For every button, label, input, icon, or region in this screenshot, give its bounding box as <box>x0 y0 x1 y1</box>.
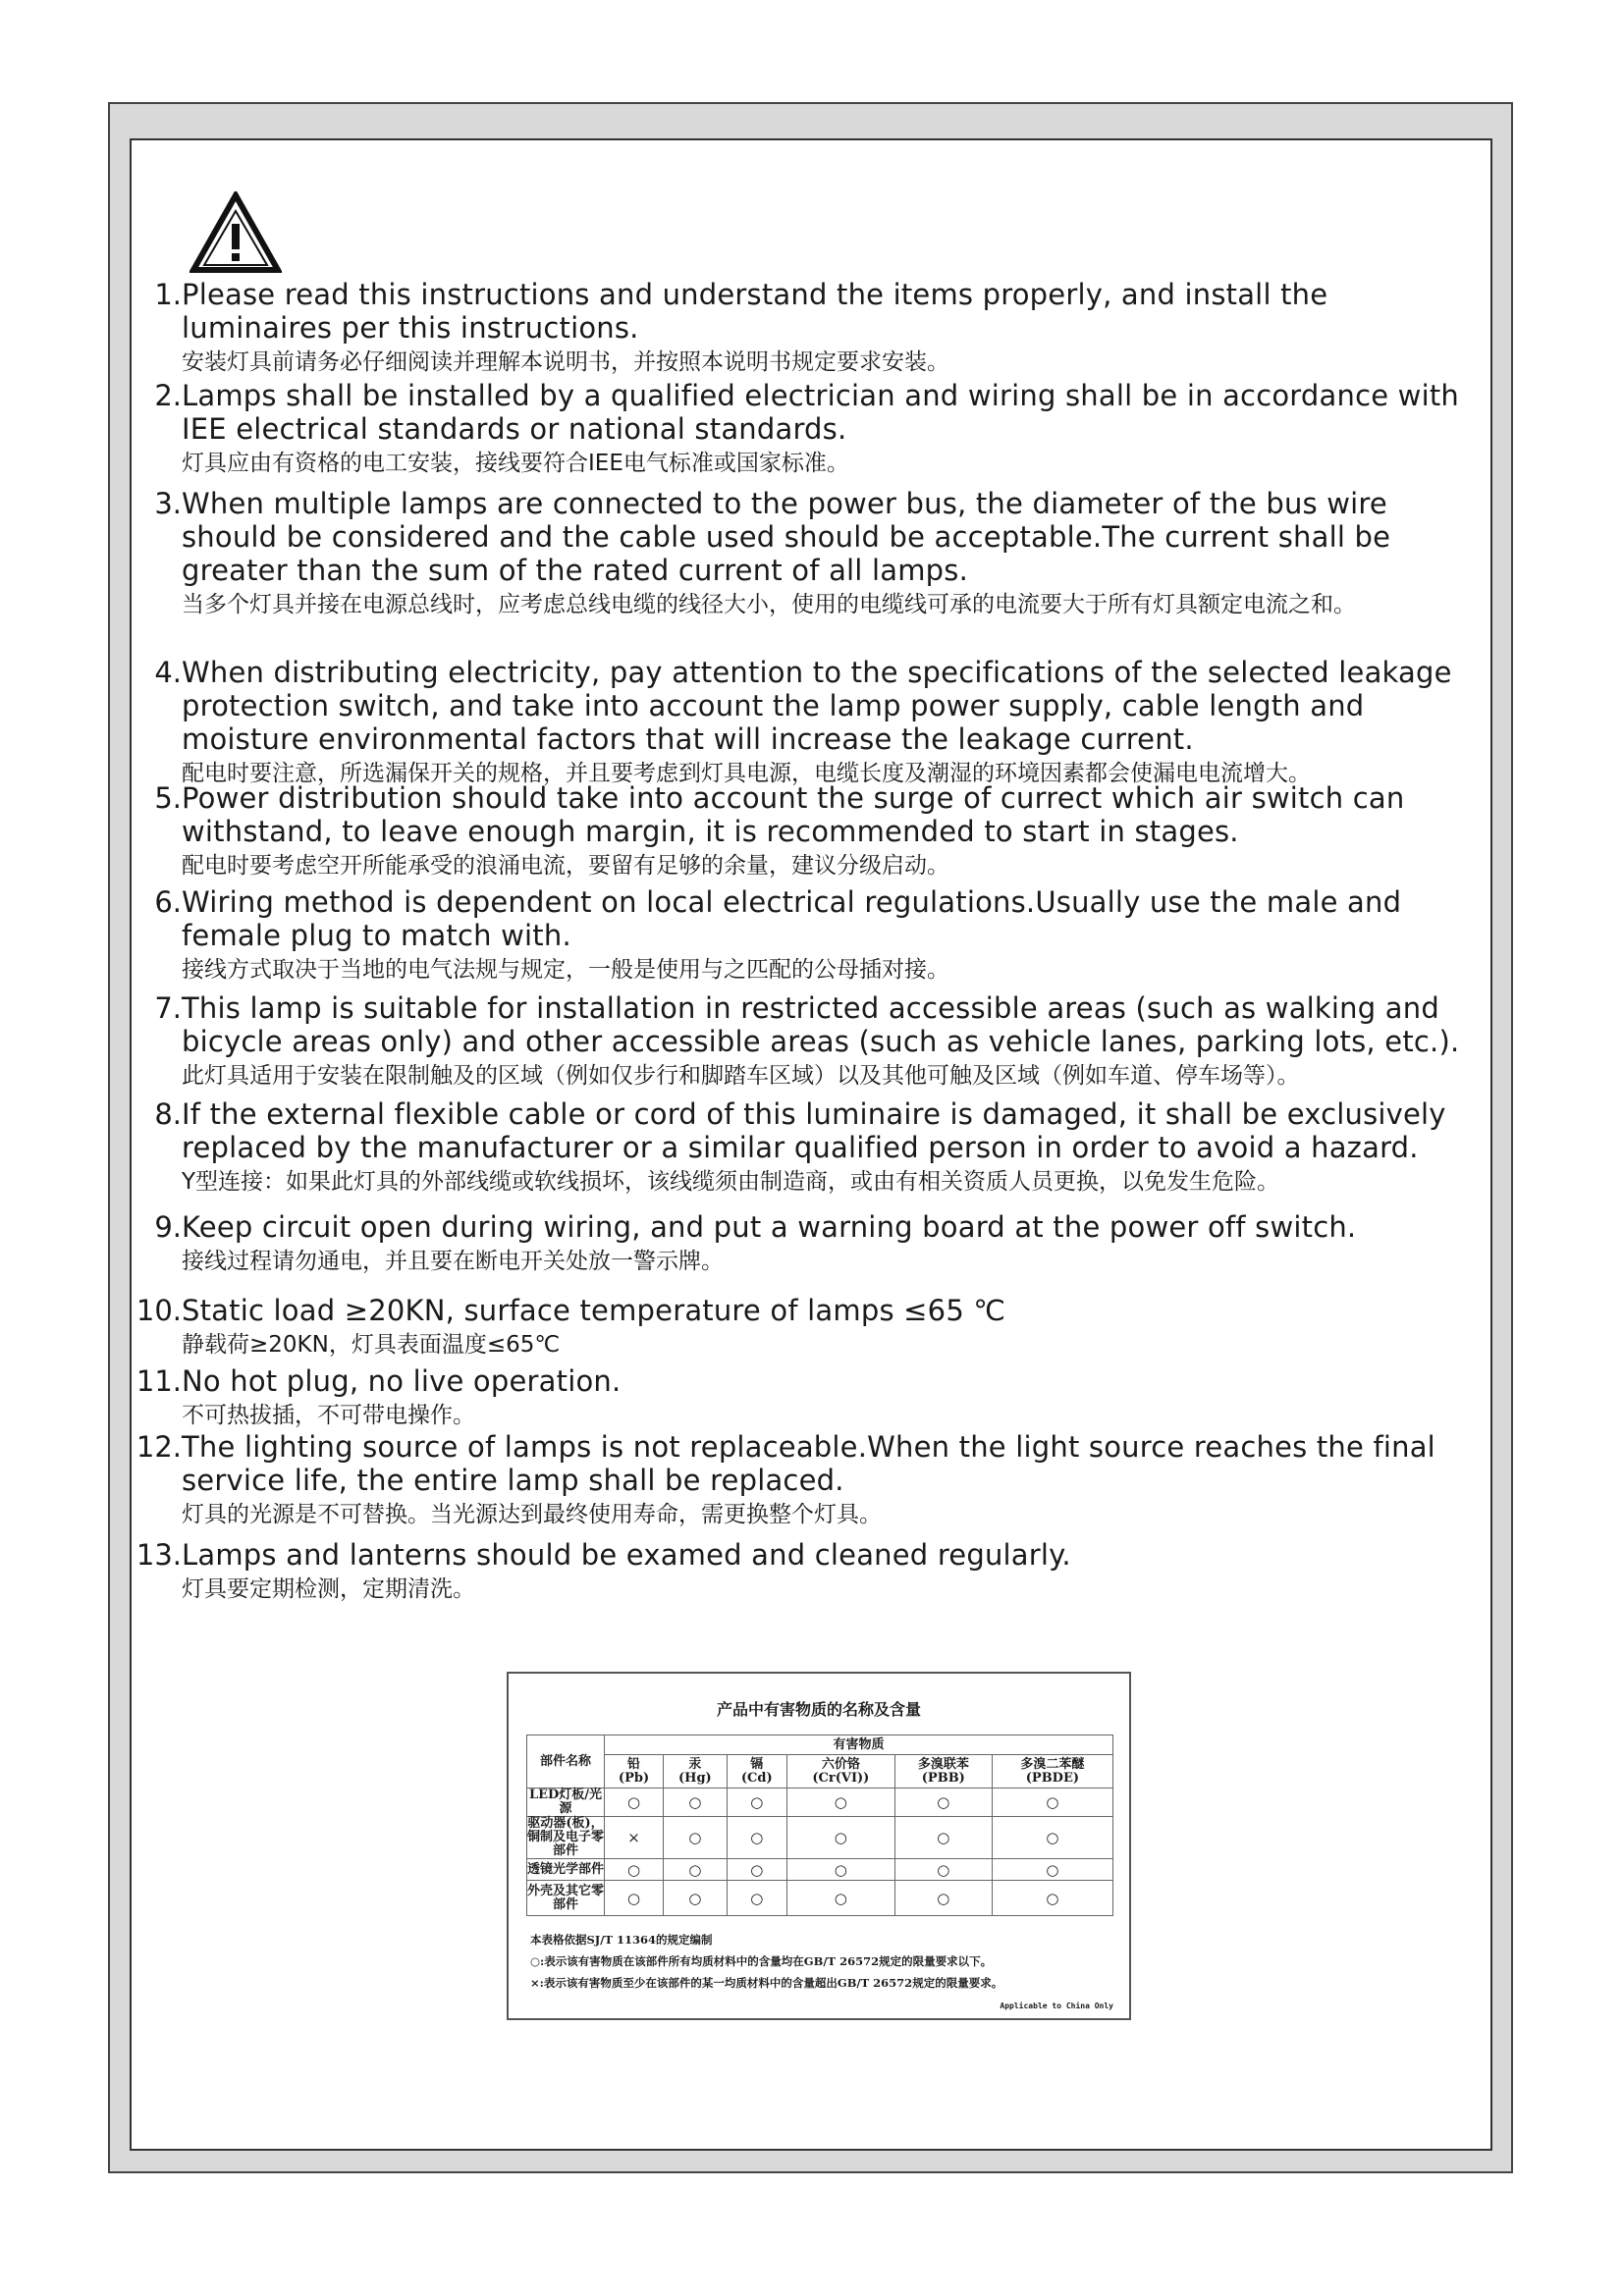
item-text-en: No hot plug, no live operation. <box>182 1364 622 1398</box>
item-text-en: Power distribution should take into account the surge of currect which air switch can withstand, to leave enough margin, it is recommended to start in stages. <box>182 781 1405 848</box>
mark-cell: ○ <box>786 1859 894 1881</box>
part-name-cell: LED灯板/光源 <box>527 1789 605 1817</box>
item-text-en: Keep circuit open during wiring, and put a warning board at the power off switch. <box>182 1210 1357 1244</box>
substance-header: 有害物质 <box>605 1735 1113 1755</box>
mark-cell: ○ <box>605 1859 664 1881</box>
mark-cell: ○ <box>894 1817 992 1859</box>
item-number: 12. <box>135 1430 182 1464</box>
substance-header-cell: 铅 (Pb) <box>605 1755 664 1789</box>
item-text-zh: 灯具要定期检测，定期清洗。 <box>182 1576 475 1602</box>
item-number: 11. <box>135 1364 182 1398</box>
part-name-cell: 驱动器(板)，铜制及电子零部件 <box>527 1816 605 1858</box>
table-row <box>527 1881 1113 1916</box>
mark-cell: ○ <box>664 1881 728 1916</box>
item-text-en: Wiring method is dependent on local electrical regulations.Usually use the male and female plug to match with. <box>182 885 1402 952</box>
item-number: 4. <box>154 656 182 689</box>
substance-header-cell: 多溴二苯醚 (PBDE) <box>992 1755 1112 1789</box>
mark-cell: ○ <box>894 1789 992 1817</box>
mark-cell: ○ <box>605 1789 664 1817</box>
substance-header-cell: 多溴联苯 (PBB) <box>894 1755 992 1789</box>
instruction-item-10 <box>135 1294 1483 1361</box>
part-header: 部件名称 <box>527 1735 605 1789</box>
instruction-item-7 <box>147 991 1483 1092</box>
item-text-zh: 安装灯具前请务必仔细阅读并理解本说明书，并按照本说明书规定要求安装。 <box>182 349 949 375</box>
item-text-zh: 灯具应由有资格的电工安装，接线要符合IEE电气标准或国家标准。 <box>182 451 849 476</box>
item-text-en: If the external flexible cable or cord of this luminaire is damaged, it shall be exclusively replaced by the manufacturer or a similar qualified person in order to avoid a hazard. <box>182 1097 1446 1164</box>
instruction-item-13 <box>135 1538 1483 1605</box>
table-notes <box>530 1929 1119 1994</box>
item-text-en: When distributing electricity, pay attention to the specifications of the selected leakage protection switch, and take into account the lamp power supply, cable length and moisture environmental factors that will increase the leakage current. <box>182 656 1452 756</box>
item-text-zh: 此灯具适用于安装在限制触及的区域（例如仅步行和脚踏车区域）以及其他可触及区域（例如车道、停车场等）。 <box>182 1063 1300 1089</box>
instruction-item-9 <box>147 1210 1483 1277</box>
item-text-zh: 不可热拔插，不可带电操作。 <box>182 1403 475 1428</box>
mark-cell: ○ <box>786 1817 894 1859</box>
instruction-item-11 <box>135 1364 1483 1431</box>
table-row <box>527 1859 1113 1881</box>
item-text-zh: 接线方式取决于当地的电气法规与规定，一般是使用与之匹配的公母插对接。 <box>182 957 949 983</box>
item-number: 10. <box>135 1294 182 1327</box>
item-number: 1. <box>154 278 182 311</box>
mark-cell: ○ <box>894 1881 992 1916</box>
mark-cell: ○ <box>992 1881 1112 1916</box>
mark-cell: ○ <box>664 1859 728 1881</box>
item-text-zh: 当多个灯具并接在电源总线时，应考虑总线电缆的线径大小，使用的电缆线可承的电流要大于所有灯具额定电流之和。 <box>182 592 1356 617</box>
hazardous-substances-table <box>507 1672 1131 2020</box>
item-text-zh: 配电时要注意，所选漏保开关的规格，并且要考虑到灯具电源，电缆长度及潮湿的环境因素都会使漏电电流增大。 <box>182 761 1311 786</box>
instruction-item-3 <box>147 487 1483 620</box>
item-text-zh: 配电时要考虑空开所能承受的浪涌电流，要留有足够的余量，建议分级启动。 <box>182 853 949 879</box>
item-text-en: Lamps shall be installed by a qualified electrician and wiring shall be in accordance with IEE electrical standards or national standards. <box>182 379 1459 446</box>
item-text-en: Please read this instructions and understand the items properly, and install the luminaires per this instructions. <box>182 278 1328 345</box>
mark-cell: ○ <box>786 1789 894 1817</box>
item-text-en: When multiple lamps are connected to the power bus, the diameter of the bus wire should be considered and the cable used should be acceptable.The current shall be greater than the sum of the rated current of all lamps. <box>182 487 1391 587</box>
instruction-item-1 <box>147 278 1483 378</box>
item-number: 2. <box>154 379 182 412</box>
instruction-item-4 <box>147 656 1483 789</box>
mark-cell: ○ <box>727 1817 786 1859</box>
instruction-item-12 <box>135 1430 1483 1530</box>
item-number: 7. <box>154 991 182 1025</box>
mark-cell: ○ <box>727 1789 786 1817</box>
item-text-zh: Y型连接：如果此灯具的外部线缆或软线损坏，该线缆须由制造商，或由有相关资质人员更换，以免发生危险。 <box>182 1169 1280 1195</box>
table-row <box>527 1789 1113 1817</box>
instruction-item-5 <box>147 781 1483 881</box>
item-text-en: This lamp is suitable for installation in restricted accessible areas (such as walking and bicycle areas only) and other accessible areas (such as vehicle lanes, parking lots, etc.). <box>182 991 1460 1058</box>
item-number: 6. <box>154 885 182 919</box>
item-number: 13. <box>135 1538 182 1572</box>
item-number: 5. <box>154 781 182 815</box>
warning-triangle-icon <box>189 191 282 274</box>
instruction-item-6 <box>147 885 1483 986</box>
substance-header-cell: 六价铬 (Cr(VI)) <box>786 1755 894 1789</box>
item-text-zh: 灯具的光源是不可替换。当光源达到最终使用寿命，需更换整个灯具。 <box>182 1502 882 1527</box>
item-text-en: Static load ≥20KN, surface temperature of lamps ≤65 ℃ <box>182 1294 1006 1327</box>
instruction-item-2 <box>147 379 1483 479</box>
table-title: 产品中有害物质的名称及含量 <box>716 1700 921 1719</box>
note-cross: ×:表示该有害物质至少在该部件的某一均质材料中的含量超出GB/T 26572规定的限量要求。 <box>530 1976 1003 1990</box>
mark-cell: ○ <box>992 1859 1112 1881</box>
mark-cell: ○ <box>664 1789 728 1817</box>
item-text-en: The lighting source of lamps is not replaceable.When the light source reaches the final service life, the entire lamp shall be replaced. <box>182 1430 1435 1497</box>
mark-cell: ○ <box>992 1817 1112 1859</box>
mark-cell: ○ <box>605 1881 664 1916</box>
item-text-en: Lamps and lanterns should be examed and cleaned regularly. <box>182 1538 1071 1572</box>
mark-cell: ○ <box>992 1789 1112 1817</box>
note-standard: 本表格依据SJ/T 11364的规定编制 <box>530 1933 713 1947</box>
substance-header-cell: 镉 (Cd) <box>727 1755 786 1789</box>
note-circle: ○:表示该有害物质在该部件所有均质材料中的含量均在GB/T 26572规定的限量要求以下。 <box>530 1954 993 1968</box>
item-text-zh: 接线过程请勿通电，并且要在断电开关处放一警示牌。 <box>182 1249 724 1274</box>
mark-cell: ○ <box>786 1881 894 1916</box>
item-number: 3. <box>154 487 182 520</box>
mark-cell: × <box>605 1817 664 1859</box>
mark-cell: ○ <box>727 1881 786 1916</box>
mark-cell: ○ <box>664 1817 728 1859</box>
mark-cell: ○ <box>727 1859 786 1881</box>
mark-cell: ○ <box>894 1859 992 1881</box>
part-name-cell: 外壳及其它零部件 <box>527 1881 605 1916</box>
item-text-zh: 静载荷≥20KN，灯具表面温度≤65℃ <box>182 1332 561 1358</box>
instruction-item-8 <box>147 1097 1483 1198</box>
item-number: 9. <box>154 1210 182 1244</box>
table-footer: Applicable to China Only <box>1000 2002 1113 2010</box>
table-row <box>527 1817 1113 1859</box>
substances-table <box>526 1735 1113 1916</box>
item-number: 8. <box>154 1097 182 1131</box>
substance-header-cell: 汞 (Hg) <box>664 1755 728 1789</box>
part-name-cell: 透镜光学部件 <box>527 1859 605 1881</box>
